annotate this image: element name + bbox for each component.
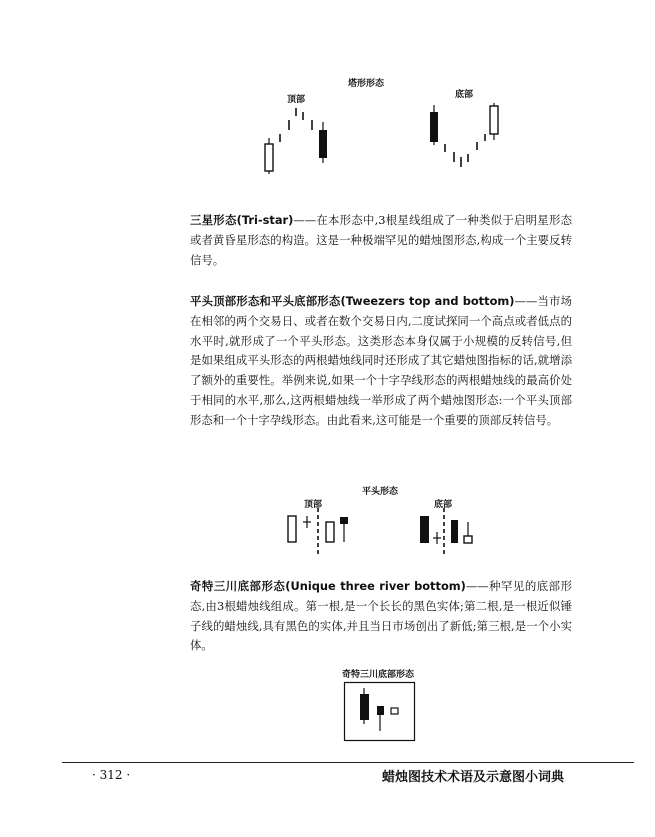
tower-top-chart [258, 100, 338, 180]
figure3-title: 奇特三川底部形态 [342, 670, 415, 680]
tower-bottom-chart [424, 100, 504, 180]
candle-white [326, 522, 334, 542]
tweezers-top-chart [282, 508, 362, 558]
candle-black [377, 706, 384, 715]
figure2-top-label: 顶部 [304, 500, 323, 510]
book-title: 蜡烛图技术术语及示意图小词典 [381, 770, 564, 785]
candle-white [490, 106, 498, 134]
entry-text: ——种罕见的底部形态,由3根蜡烛线组成。第一根,是一个长长的黑色实体;第二根,是一根近似锤子线的蜡烛线,具有黑色的实体,并且当日市场创出了新低;第三根,是一个小实体。 [190, 579, 572, 653]
candle-white [391, 708, 398, 714]
entry-unique-three-river [190, 577, 572, 656]
entry-text: ——在本形态中,3根星线组成了一种类似于启明星形态或者黄昏星形态的构造。这是一种极端罕见的蜡烛图形态,构成一个主要反转信号。 [190, 213, 572, 267]
candle-black [451, 520, 458, 543]
candle-white [288, 516, 296, 542]
figure2-title: 平头形态 [362, 487, 399, 497]
unique-three-river-chart [344, 682, 416, 742]
figure1-top-label: 顶部 [287, 95, 306, 105]
entry-text: ——当市场在相邻的两个交易日、或者在数个交易日内,二度试探同一个高点或者低点的水平时,就形成了一个平头形态。这类形态本身仅属于小规模的反转信号,但是如果组成平头形态的两根蜡烛线同时还形成了其它蜡烛图指标的话,就增添了额外的重要性。举例来说,如果一个十字孕线形态的两根蜡烛线的最高价处于相同的水平,那么,这两根蜡烛线一举形成了两个蜡烛图形态:一个平头顶部形态和一个十字孕线形态。由此看来,这可能是一个重要的顶部反转信号。 [190, 294, 572, 427]
page-number: · 312 · [92, 768, 131, 782]
entry-term: 三星形态(Tri-star) [190, 213, 294, 227]
footer-rule [62, 762, 634, 763]
candle-white [464, 536, 472, 543]
candle-black [430, 112, 438, 142]
figure1-title: 塔形形态 [348, 79, 385, 89]
figure1-bottom-label: 底部 [455, 90, 474, 100]
candle-black [360, 694, 369, 720]
entry-term: 奇特三川底部形态(Unique three river bottom) [190, 579, 466, 593]
entry-term: 平头顶部形态和平头底部形态(Tweezers top and bottom) [190, 294, 515, 308]
candle-black [319, 130, 327, 158]
candle-white [265, 144, 273, 171]
entry-tweezers [190, 292, 572, 431]
entry-tri-star [190, 211, 572, 270]
candle-black [420, 516, 429, 543]
tweezers-bottom-chart [414, 508, 494, 558]
figure2-bottom-label: 底部 [434, 500, 453, 510]
candle-black [340, 517, 348, 524]
